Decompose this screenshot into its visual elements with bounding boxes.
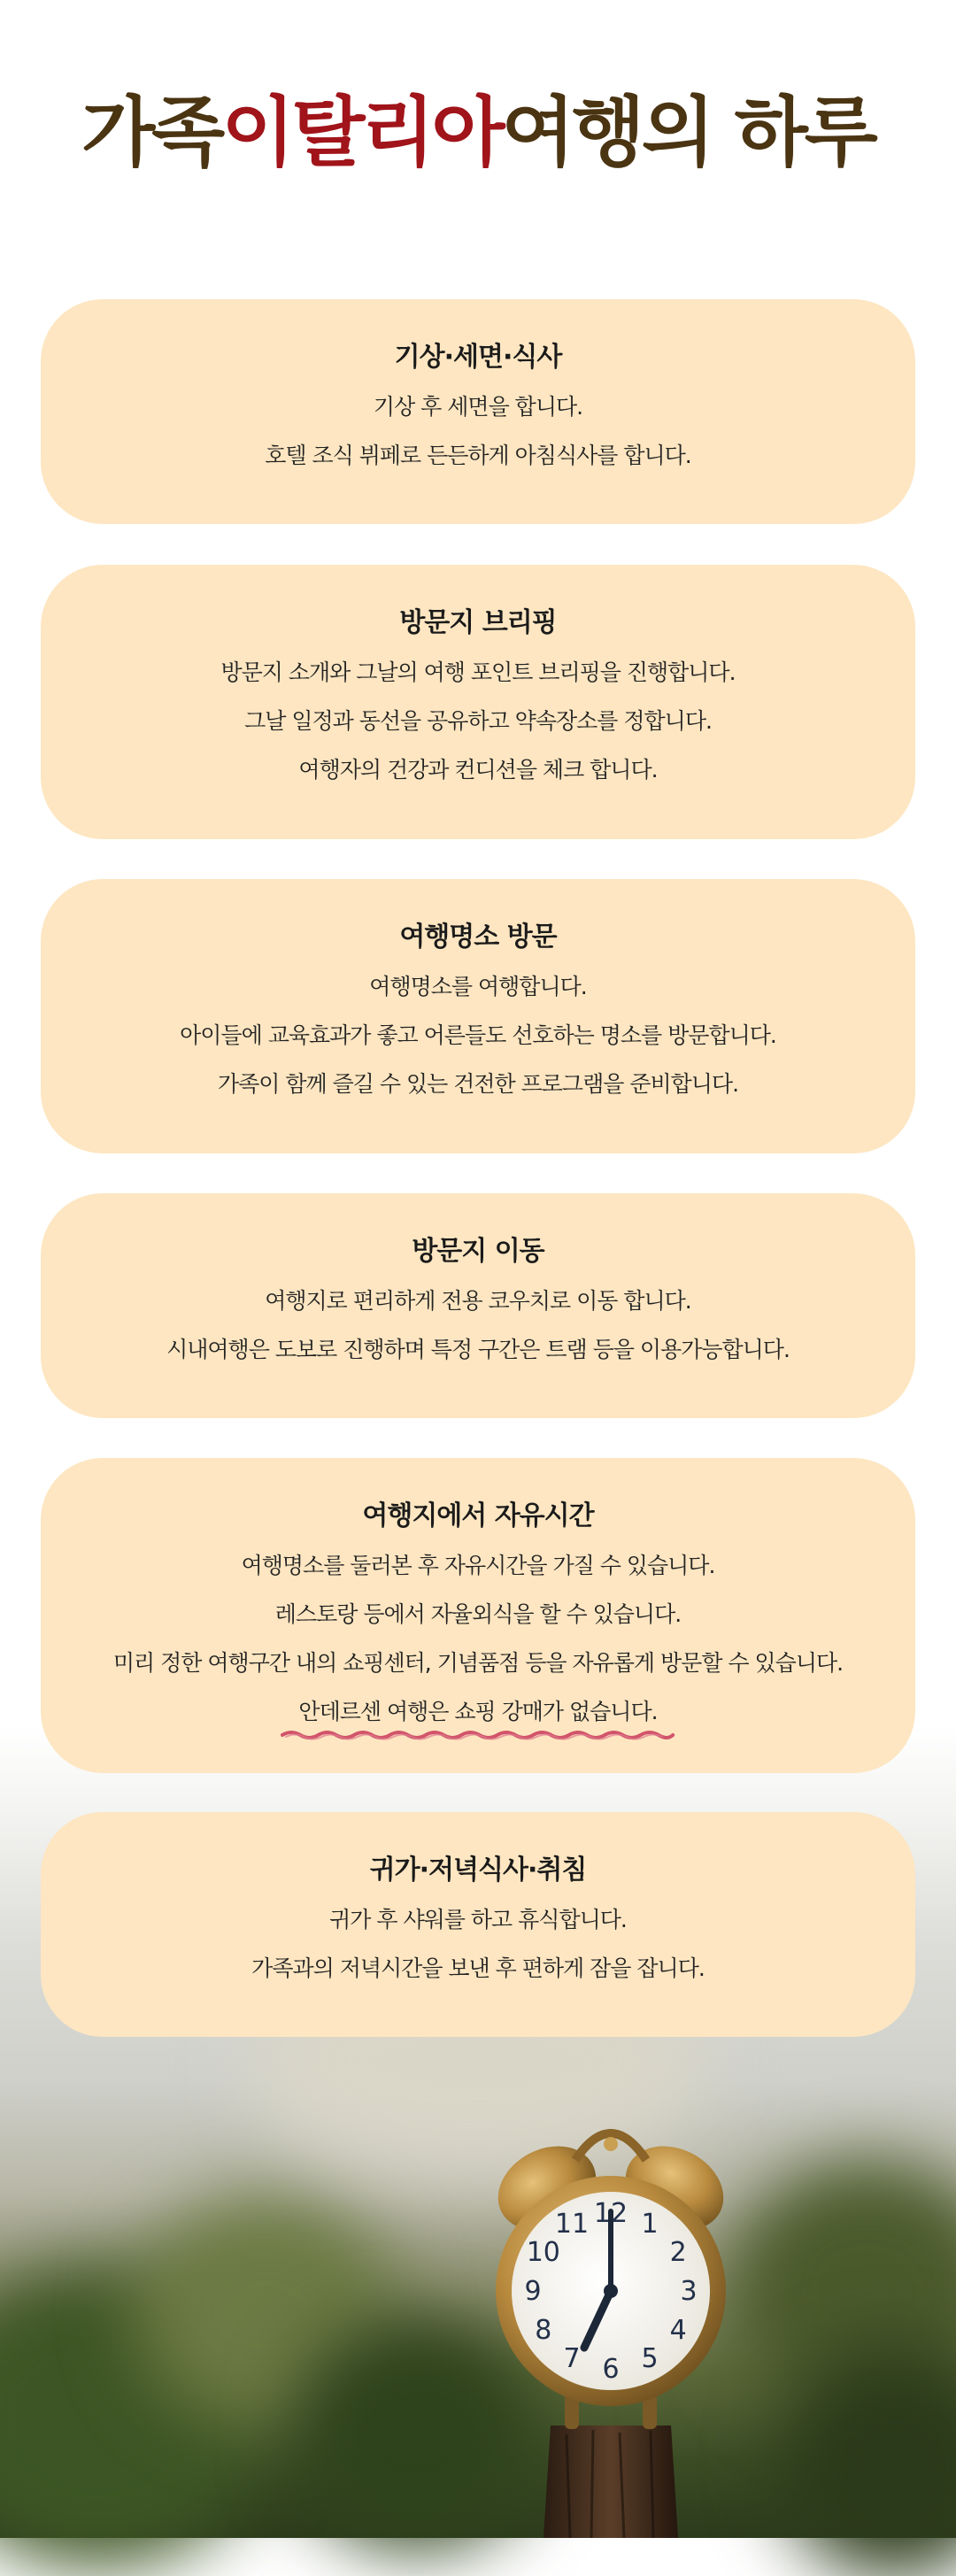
card-line: 방문지 소개와 그날의 여행 포인트 브리핑을 진행합니다. <box>220 659 736 685</box>
clock-numeral: 4 <box>669 2315 687 2346</box>
card-title: 귀가·저녁식사·취침 <box>369 1855 587 1886</box>
card-title: 방문지 이동 <box>412 1236 544 1267</box>
clock-numeral: 3 <box>680 2276 698 2307</box>
schedule-card <box>41 1193 915 1418</box>
card-line: 호텔 조식 뷔페로 든든하게 아침식사를 합니다. <box>265 443 691 468</box>
card-line: 가족과의 저녁시간을 보낸 후 편하게 잠을 잡니다. <box>251 1955 705 1981</box>
page-title <box>0 84 956 181</box>
card-line: 그날 일정과 동선을 공유하고 약속장소를 정합니다. <box>244 708 712 734</box>
schedule-card <box>41 1812 915 2037</box>
clock-numeral: 6 <box>602 2354 620 2385</box>
card-line: 아이들에 교육효과가 좋고 어른들도 선호하는 명소를 방문합니다. <box>180 1022 776 1048</box>
clock-numeral: 8 <box>535 2315 552 2346</box>
clock-numeral: 5 <box>641 2343 659 2375</box>
alarm-clock-icon <box>478 2107 744 2538</box>
title-accent: 이탈리아 <box>221 89 502 177</box>
card-line: 미리 정한 여행구간 내의 쇼핑센터, 기념품점 등을 자유롭게 방문할 수 있습니다. <box>112 1650 844 1676</box>
clock-numeral: 11 <box>554 2208 590 2240</box>
card-title: 여행지에서 자유시간 <box>362 1500 594 1531</box>
card-line: 기상 후 세면을 합니다. <box>373 394 583 420</box>
clock-numeral: 9 <box>524 2276 542 2307</box>
clock-numeral: 2 <box>669 2237 687 2268</box>
card-line: 귀가 후 샤워를 하고 휴식합니다. <box>329 1907 627 1932</box>
wavy-underline-icon <box>281 1727 675 1741</box>
schedule-card <box>41 299 915 524</box>
card-line: 시내여행은 도보로 진행하며 특정 구간은 트램 등을 이용가능합니다. <box>166 1337 790 1362</box>
schedule-card <box>41 565 915 839</box>
card-title: 여행명소 방문 <box>399 922 557 953</box>
clock-numeral: 10 <box>526 2237 560 2268</box>
card-line: 가족이 함께 즐길 수 있는 건전한 프로그램을 준비합니다. <box>217 1071 739 1097</box>
card-line-highlight <box>41 1687 915 1736</box>
clock-numeral: 12 <box>593 2198 628 2229</box>
card-line: 여행지로 편리하게 전용 코우치로 이동 합니다. <box>265 1288 691 1314</box>
card-line: 여행자의 건강과 컨디션을 체크 합니다. <box>298 757 658 783</box>
card-title: 방문지 브리핑 <box>399 607 557 638</box>
title-part-1: 가족 <box>81 89 222 177</box>
schedule-card <box>41 879 915 1153</box>
clock-numeral: 1 <box>641 2208 659 2240</box>
no-forced-shopping-note <box>298 1687 657 1736</box>
no-forced-shopping-text: 안데르센 여행은 쇼핑 강매가 없습니다. <box>298 1699 658 1724</box>
card-line: 여행명소를 둘러본 후 자유시간을 가질 수 있습니다. <box>241 1553 715 1578</box>
schedule-card <box>41 1458 915 1773</box>
clock-numeral: 7 <box>563 2343 581 2375</box>
card-title: 기상·세면·식사 <box>394 342 562 373</box>
card-line: 레스토랑 등에서 자율외식을 할 수 있습니다. <box>274 1601 682 1627</box>
alarm-clock-illustration <box>478 2107 744 2538</box>
title-part-2: 여행의 하루 <box>501 89 875 177</box>
card-line: 여행명소를 여행합니다. <box>369 974 587 999</box>
